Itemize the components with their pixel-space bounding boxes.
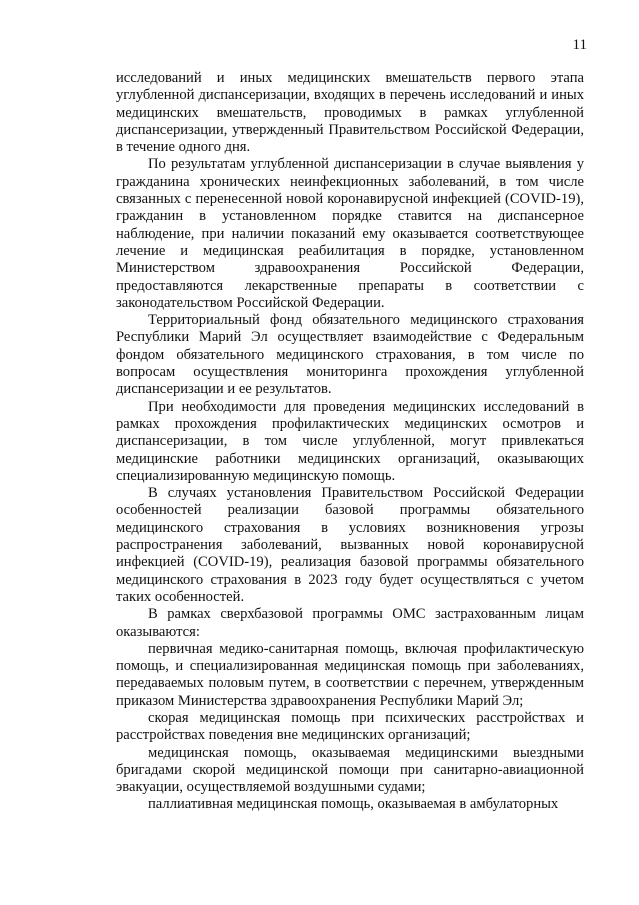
body-text <box>116 70 584 814</box>
page-number: 11 <box>572 37 587 53</box>
paragraph-9: медицинская помощь, оказываемая медицинскими выездными бригадами скорой медицинской помощи при санитарно-авиационной эвакуации, осуществляемой воздушными судами; <box>116 744 584 796</box>
paragraph-3: Территориальный фонд обязательного медицинского страхования Республики Марий Эл осуществляет взаимодействие с Федеральным фондом обязательного медицинского страхования, в том числе по вопросам осуществления мониторинга прохождения углубленной диспансеризации и ее результатов. <box>116 312 584 398</box>
paragraph-5: В случаях установления Правительством Российской Федерации особенностей реализации базовой программы обязательного медицинского страхования в условиях возникновения угрозы распространения заболеваний, вызванных новой коронавирусной инфекцией (COVID-19), реализация базовой программы обязательного медицинского страхования в 2023 году будет осуществляться с учетом таких особенностей. <box>116 485 584 605</box>
paragraph-2: По результатам углубленной диспансеризации в случае выявления у гражданина хронических неинфекционных заболеваний, в том числе связанных с перенесенной новой коронавирусной инфекцией (COVID-19), гражданин в установленном порядке ставится на диспансерное наблюдение, при наличии показаний ему оказывается соответствующее лечение и медицинская реабилитация в порядке, установленном Министерством здравоохранения Российской Федерации, предоставляются лекарственные препараты в соответствии с законодательством Российской Федерации. <box>116 156 584 311</box>
paragraph-1: исследований и иных медицинских вмешательств первого этапа углубленной диспансеризации, входящих в перечень исследований и иных медицинских вмешательств, проводимых в рамках углубленной диспансеризации, утвержденный Правительством Российской Федерации, в течение одного дня. <box>116 70 584 156</box>
paragraph-6: В рамках сверхбазовой программы ОМС застрахованным лицам оказываются: <box>116 606 584 640</box>
paragraph-8: скорая медицинская помощь при психических расстройствах и расстройствах поведения вне медицинских организаций; <box>116 709 584 744</box>
paragraph-10: паллиативная медицинская помощь, оказываемая в амбулаторных <box>148 796 559 813</box>
paragraph-4: При необходимости для проведения медицинских исследований в рамках прохождения профилактических медицинских осмотров и диспансеризации, в том числе углубленной, могут привлекаться медицинские работники медицинских организаций, оказывающих специализированную медицинскую помощь. <box>116 398 584 484</box>
paragraph-7: первичная медико-санитарная помощь, включая профилактическую помощь, и специализированная медицинская помощь при заболеваниях, передаваемых половым путем, в соответствии с перечнем, утвержденным приказом Министерства здравоохранения Республики Марий Эл; <box>116 640 584 709</box>
